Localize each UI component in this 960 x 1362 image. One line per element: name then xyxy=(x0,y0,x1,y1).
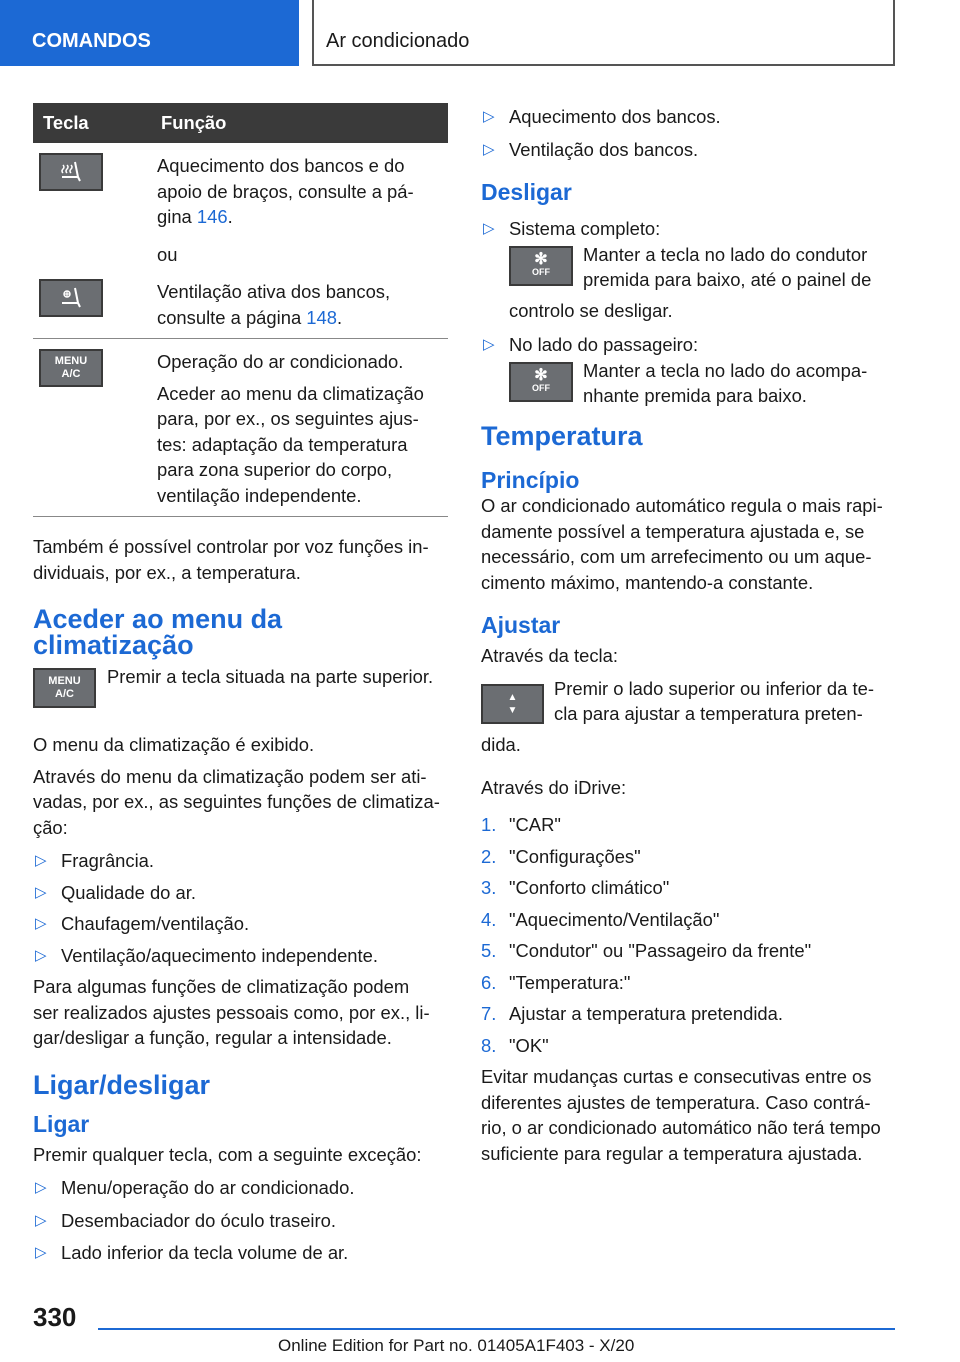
heading-temperature: Temperatura xyxy=(481,421,643,451)
right-column: ▷ Aquecimento dos bancos. ▷ Ventilação dos bancos. Desligar ▷ Sistema completo: ✻ OFF Manter a tecla no lado do condutor premida para baixo, até o painel de controlo se desligar. ▷ No lado do passageiro: ✻ OFF Manter a tecla no lado do acompa- nhante premida para baixo. Temperatura Princípio O ar condicionado automático regula o mais rapi- damente possível a temperatura ajustada e, se necessário, com um arrefecimento ou um aque- cimento máximo, mantendo-a constante. Ajustar Através da tecla: ▲ ▼ Premir o lado superior ou inferior da te- cla para ajustar a temperatura preten- dida. Através do iDrive: 1. "CAR" 2. "Configurações" 3. "Conforto climático" 4. "Aquecimento/Ventilação" 5. "Condutor" ou "Passageiro da frente" 6. "Temperatura:" 7. Ajustar a temperatura pretendida. 8. "OK" Evitar mudanças curtas e consecutivas entre os diferentes ajustes de temperatura. Caso contrá- rio, o ar condicionado automático não terá tempo suficiente para regular a temperatura ajustada. xyxy=(481,104,901,1166)
list-item: 7. Ajustar a temperatura pretendida. xyxy=(481,1003,783,1024)
idrive-steps xyxy=(481,812,901,1058)
page-number: 330 xyxy=(33,1302,77,1332)
fan-off-key-icon: ✻ OFF xyxy=(509,246,573,286)
list-item: 2. "Configurações" xyxy=(481,845,641,867)
triangle-bullet-icon: ▷ xyxy=(35,1211,47,1229)
triangle-bullet-icon: ▷ xyxy=(35,915,47,932)
heading-on: Ligar xyxy=(33,1111,90,1137)
list-item: ▷ Lado inferior da tecla volume de ar. xyxy=(33,1240,448,1266)
heading-menu: Aceder ao menu da climatização xyxy=(33,604,283,660)
col-header-function: Função xyxy=(151,103,448,143)
heading-principle: Princípio xyxy=(481,466,580,493)
triangle-bullet-icon: ▷ xyxy=(35,946,47,964)
list-item: ▷ Menu/operação do ar condicionado. xyxy=(33,1175,448,1201)
list-item: ▷ Ventilação dos bancos. xyxy=(481,137,901,163)
list-item: ▷ Aquecimento dos bancos. xyxy=(481,104,901,130)
list-item: 5. "Condutor" ou "Passageiro da frente" xyxy=(481,940,812,961)
heading-onoff: Ligar/desligar xyxy=(33,1069,211,1100)
list-item: 4. "Aquecimento/Ventilação" xyxy=(481,908,720,930)
menu-ac-key-icon: MENU A/C xyxy=(33,668,96,708)
list-item: ▷ Qualidade do ar. xyxy=(33,880,448,906)
edition-note: Online Edition for Part no. 01405A1F403 - X/20 xyxy=(278,1336,635,1355)
list-item: ▷ Fragrância. xyxy=(33,848,448,874)
col-header-key: Tecla xyxy=(33,103,151,143)
fan-off-key-icon: ✻ OFF xyxy=(509,362,573,402)
section-tab: COMANDOS xyxy=(0,0,299,66)
list-item: ▷ Chaufagem/ventilação. xyxy=(33,911,448,937)
triangle-bullet-icon: ▷ xyxy=(483,108,495,125)
page-link-148[interactable]: 148 xyxy=(306,306,337,328)
list-item: ▷ No lado do passageiro: xyxy=(481,332,901,358)
footer-rule xyxy=(98,1328,895,1330)
seat-ventilation-key-icon xyxy=(39,279,103,317)
list-item: ▷ Desembaciador do óculo traseiro. xyxy=(33,1208,448,1234)
menu-ac-key-icon: MENU A/C xyxy=(39,349,103,387)
triangle-bullet-icon: ▷ xyxy=(35,1244,47,1261)
list-item: ▷ Sistema completo: xyxy=(481,216,901,242)
list-item: 6. "Temperatura:" xyxy=(481,971,631,993)
key-function-table: Tecla Função Aquecimento dos bancos e do apoio de braços, consulte a pá- gina 146. ou Ventilação ativa dos bancos, consulte a página 148. MENU A/C Operação do ar condicionado. Aceder ao menu da climatização para, por ex., os seguintes ajus- tes: adaptação da temperatura para zona superior do corpo, ventilação independente. xyxy=(33,103,448,517)
heading-adjust: Ajustar xyxy=(481,612,561,638)
seat-heating-key-icon xyxy=(39,153,103,191)
page-link-146[interactable]: 146 xyxy=(196,206,228,227)
function-list xyxy=(33,848,448,968)
triangle-bullet-icon: ▷ xyxy=(483,140,495,158)
triangle-bullet-icon: ▷ xyxy=(483,219,495,237)
page-title: Ar condicionado xyxy=(312,0,895,66)
triangle-bullet-icon: ▷ xyxy=(483,335,495,353)
left-column: Também é possível controlar por voz funções in- dividuais, por ex., a temperatura. Aceder ao menu da climatização MENU A/C Premir a tecla situada na parte superior. O menu da climatização é exibido. Através do menu da climatização podem ser ati- vadas, por ex., as seguintes funções de climatiza- ção: ▷ Fragrância. ▷ Qualidade do ar. ▷ Chaufagem/ventilação. ▷ Ventilação/aquecimento independente. Para algumas funções de climatização podem ser realizados ajustes pessoais como, por ex., li- gar/desligar a função, regular a intensidade. Ligar/desligar Ligar Premir qualquer tecla, com a seguinte exceção: ▷ Menu/operação do ar condicionado. ▷ Desembaciador do óculo traseiro. ▷ Lado inferior da tecla volume de ar. xyxy=(33,534,448,1266)
triangle-bullet-icon: ▷ xyxy=(35,1179,47,1196)
list-item: 3. "Conforto climático" xyxy=(481,877,670,898)
triangle-bullet-icon: ▷ xyxy=(35,883,47,901)
exception-list xyxy=(33,1175,448,1266)
list-item: 1. "CAR" xyxy=(481,814,561,835)
temperature-rocker-key-icon: ▲ ▼ xyxy=(481,684,544,724)
triangle-bullet-icon: ▷ xyxy=(35,852,47,869)
list-item: ▷ Ventilação/aquecimento independente. xyxy=(33,943,448,969)
heading-off: Desligar xyxy=(481,179,572,205)
list-item: 8. "OK" xyxy=(481,1034,549,1056)
